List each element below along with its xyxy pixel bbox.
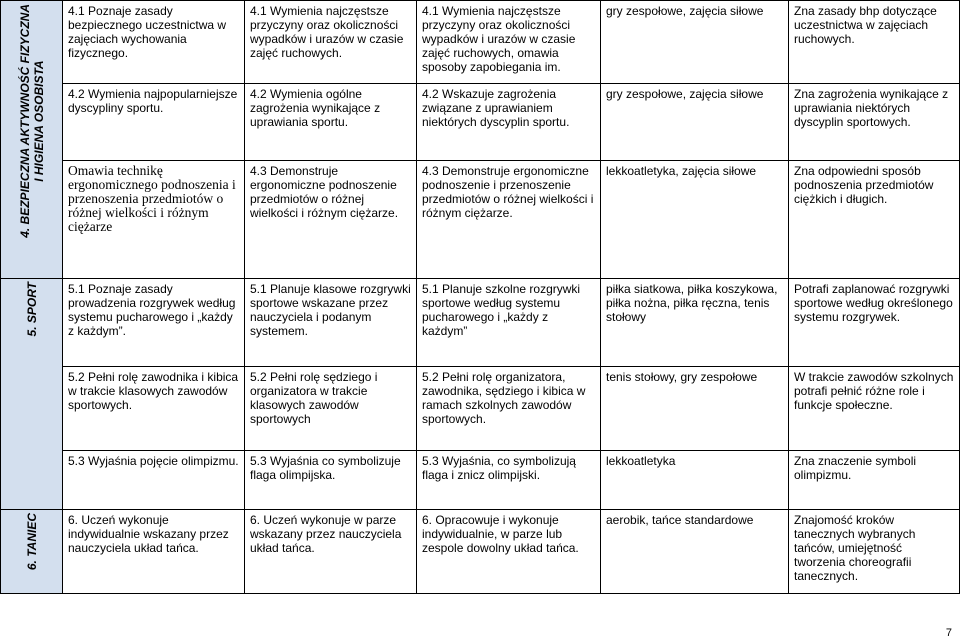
table-cell: W trakcie zawodów szkolnych potrafi pełnić różne role i funkcje społeczne. [789, 367, 960, 451]
table-cell: 4.3 Demonstruje ergonomiczne podnoszenie przedmiotów o różnej wielkości i różnym ciężarze. [245, 161, 417, 279]
table-cell: 5.3 Wyjaśnia pojęcie olimpizmu. [63, 451, 245, 510]
table-cell: 4.2 Wymienia ogólne zagrożenia wynikające z uprawiania sportu. [245, 84, 417, 161]
table-cell: 6. Uczeń wykonuje w parze wskazany przez nauczyciela układ tańca. [245, 510, 417, 594]
table-cell: 5.2 Pełni rolę organizatora, zawodnika, sędziego i kibica w ramach szkolnych zawodów sportowych. [417, 367, 601, 451]
table-row [1, 1, 960, 84]
table-row [1, 451, 960, 510]
table-cell: Znajomość kroków tanecznych wybranych tańców, umiejętność tworzenia choreografii tanecznych. [789, 510, 960, 594]
table-row [1, 367, 960, 451]
table-cell: 5.1 Planuje klasowe rozgrywki sportowe wskazane przez nauczyciela i podanym systemem. [245, 279, 417, 367]
table-cell: Zna odpowiedni sposób podnoszenia przedmiotów ciężkich i długich. [789, 161, 960, 279]
table-cell: 5.1 Poznaje zasady prowadzenia rozgrywek według systemu pucharowego i „każdy z każdym”. [63, 279, 245, 367]
table-cell: Zna znaczenie symboli olimpizmu. [789, 451, 960, 510]
table-cell: 5.3 Wyjaśnia co symbolizuje flaga olimpijska. [245, 451, 417, 510]
table-cell: 5.3 Wyjaśnia, co symbolizują flaga i znicz olimpijski. [417, 451, 601, 510]
table-cell: 4.1 Wymienia najczęstsze przyczyny oraz okoliczności wypadków i urazów w czasie zajęć ruchowych. [245, 1, 417, 84]
table-cell: gry zespołowe, zajęcia siłowe [601, 1, 789, 84]
table-cell: 5.2 Pełni rolę sędziego i organizatora w trakcie klasowych zawodów sportowych [245, 367, 417, 451]
table-cell: 4.2 Wskazuje zagrożenia związane z uprawianiem niektórych dyscyplin sportu. [417, 84, 601, 161]
table-cell: 4.1 Wymienia najczęstsze przyczyny oraz okoliczności wypadków i urazów w czasie zajęć ruchowych, omawia sposoby zapobiegania im. [417, 1, 601, 84]
table-cell: 5.2 Pełni rolę zawodnika i kibica w trakcie klasowych zawodów sportowych. [63, 367, 245, 451]
table-cell: Zna zagrożenia wynikające z uprawiania niektórych dyscyplin sportowych. [789, 84, 960, 161]
table-cell: gry zespołowe, zajęcia siłowe [601, 84, 789, 161]
table-cell: 4.1 Poznaje zasady bezpiecznego uczestnictwa w zajęciach wychowania fizycznego. [63, 1, 245, 84]
table-row [1, 84, 960, 161]
table-cell: Zna zasady bhp dotyczące uczestnictwa w zajęciach ruchowych. [789, 1, 960, 84]
table-cell: piłka siatkowa, piłka koszykowa, piłka nożna, piłka ręczna, tenis stołowy [601, 279, 789, 367]
table-cell: tenis stołowy, gry zespołowe [601, 367, 789, 451]
table-cell: Potrafi zaplanować rozgrywki sportowe według określonego systemu rozgrywek. [789, 279, 960, 367]
section-header-sport [1, 279, 63, 510]
section-title: 6. TANIEC [24, 513, 39, 571]
table-cell: aerobik, tańce standardowe [601, 510, 789, 594]
table-cell: 5.1 Planuje szkolne rozgrywki sportowe według systemu pucharowego i „każdy z każdym” [417, 279, 601, 367]
section-title: 4. BEZPIECZNA AKTYWNOŚĆ FIZYCZNA I HIGIENA OSOBISTA [17, 4, 46, 238]
table-row [1, 279, 960, 367]
table-cell: 6. Opracowuje i wykonuje indywidualnie, w parze lub zespole dowolny układ tańca. [417, 510, 601, 594]
table-cell: 4.3 Demonstruje ergonomiczne podnoszenie i przenoszenie przedmiotów o różnej wielkości i różnym ciężarze. [417, 161, 601, 279]
table-row [1, 161, 960, 279]
table-cell: 6. Uczeń wykonuje indywidualnie wskazany przez nauczyciela układ tańca. [63, 510, 245, 594]
page-number: 7 [945, 627, 952, 639]
section-header-dance [1, 510, 63, 594]
table-cell: Omawia technikę ergonomicznego podnoszenia i przenoszenia przedmiotów o różnej wielkości i różnym ciężarze [63, 161, 245, 279]
table-row [1, 510, 960, 594]
table-cell: 4.2 Wymienia najpopularniejsze dyscypliny sportu. [63, 84, 245, 161]
table-cell: lekkoatletyka, zajęcia siłowe [601, 161, 789, 279]
table-cell: lekkoatletyka [601, 451, 789, 510]
section-title: 5. SPORT [24, 282, 39, 337]
section-header-safety [1, 1, 63, 279]
